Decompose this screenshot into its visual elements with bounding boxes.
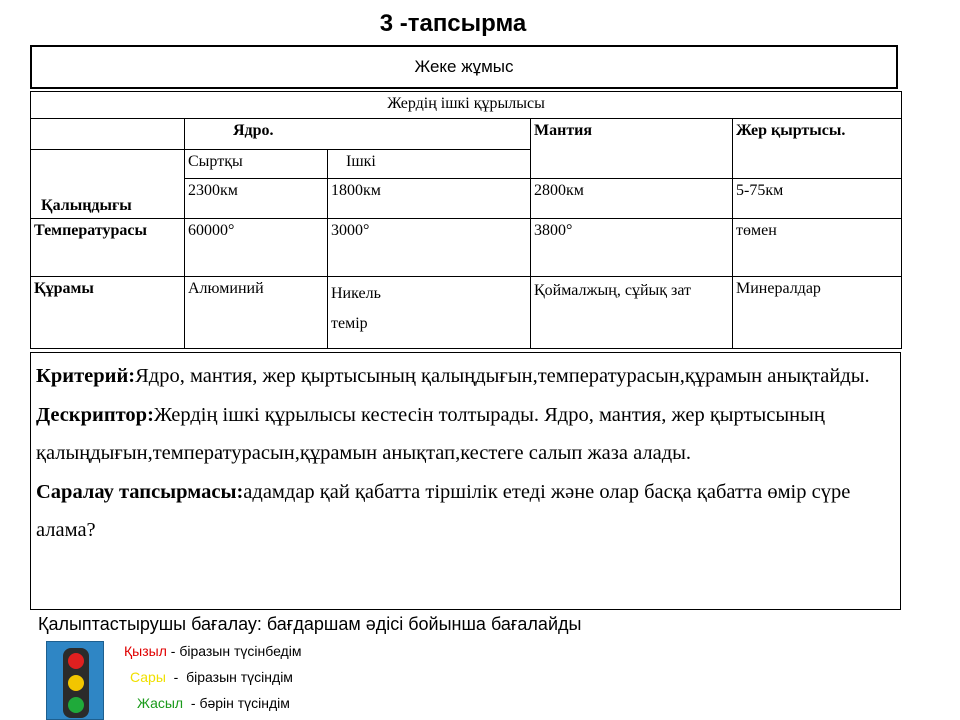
green-lamp <box>68 697 84 713</box>
thickness-mantle: 2800км <box>531 179 733 219</box>
descriptor-text: Жердің ішкі құрылысы кестесін толтырады. Ядро, мантия, жер қыртысының қалыңдығын,температурасын,құрамын анықтап,кестеге салып жаза алады. <box>36 403 825 464</box>
table-heading: Жердің ішкі құрылысы <box>31 92 902 119</box>
temperature-outer: 60000° <box>185 219 328 277</box>
composition-outer: Алюминий <box>185 277 328 349</box>
thickness-outer: 2300км <box>185 179 328 219</box>
label-composition: Құрамы <box>31 277 185 349</box>
composition-inner-line1: Никель <box>331 285 381 302</box>
assessment-text: Қалыптастырушы бағалау: бағдаршам әдісі бойынша бағалайды <box>38 614 582 634</box>
thickness-crust: 5-75км <box>733 179 902 219</box>
temperature-crust: төмен <box>733 219 902 277</box>
task-text: адамдар қай қабатта тіршілік етеді және олар басқа қабатта өмір сүре алама? <box>36 480 851 541</box>
legend-yellow-word: Сары <box>130 669 166 685</box>
thickness-inner: 1800км <box>328 179 531 219</box>
red-lamp <box>68 653 84 669</box>
legend-green-text: - бәрін түсіндім <box>183 695 290 711</box>
composition-crust: Минералдар <box>733 277 902 349</box>
yellow-lamp <box>68 675 84 691</box>
traffic-light-icon <box>46 641 104 720</box>
legend-yellow <box>130 669 293 685</box>
composition-mantle: Қоймалжың, сұйық зат <box>531 277 733 349</box>
criterion-label: Критерий: <box>36 365 136 387</box>
criterion-text: Ядро, мантия, жер қыртысының қалыңдығын,температурасын,құрамын анықтайды. <box>135 365 870 387</box>
subtitle-text: Жеке жұмыс <box>414 57 514 76</box>
subheader-inner: Ішкі <box>328 150 531 179</box>
header-core: Ядро. <box>185 119 531 150</box>
subheader-outer: Сыртқы <box>185 150 328 179</box>
header-mantle: Мантия <box>531 119 733 179</box>
composition-inner <box>328 277 531 349</box>
page-title: 3 -тапсырма <box>379 10 527 37</box>
legend-red <box>124 643 301 659</box>
composition-inner-line2: темір <box>331 315 368 333</box>
descriptor-label: Дескриптор: <box>36 403 154 426</box>
subtitle-box <box>30 45 898 89</box>
earth-structure-table <box>30 91 901 349</box>
temperature-inner: 3000° <box>328 219 531 277</box>
traffic-light-housing <box>63 648 89 718</box>
temperature-mantle: 3800° <box>531 219 733 277</box>
legend-red-word: Қызыл <box>124 643 167 659</box>
label-temperature: Температурасы <box>31 219 185 277</box>
header-crust: Жер қыртысы. <box>733 119 902 179</box>
legend-green-word: Жасыл <box>137 695 184 711</box>
criteria-block <box>30 352 901 610</box>
legend-yellow-text: - біразын түсіндім <box>165 669 293 685</box>
legend-green <box>137 695 290 711</box>
empty-cell <box>31 119 185 150</box>
legend-red-text: - біразын түсінбедім <box>166 643 302 659</box>
label-thickness: Қалыңдығы <box>31 150 185 219</box>
task-label: Саралау тапсырмасы: <box>36 480 244 503</box>
